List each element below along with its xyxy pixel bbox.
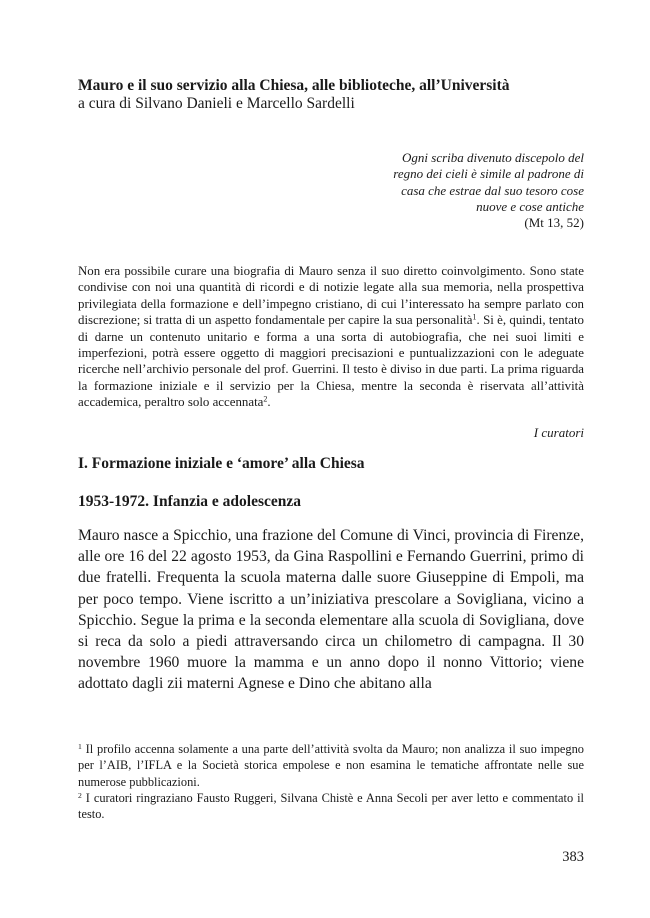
section-heading: I. Formazione iniziale e ‘amore’ alla Chiesa [78,455,365,472]
subsection-heading: 1953-1972. Infanzia e adolescenza [78,493,302,510]
page-number: 383 [562,849,584,865]
footnote-text: I curatori ringraziano Fausto Ruggeri, Silvana Chistè e Anna Secoli per aver letto e commentato il testo. [78,791,584,822]
footnote-1 [78,741,584,790]
body-text [78,525,584,695]
footnote-ref-1[interactable]: 1 [472,312,477,322]
footnote-2 [78,790,584,823]
intro-text: Non era possibile curare una biografia di Mauro senza il suo diretto coinvolgimento. Sono state condivise con noi una quantità di ricordi e di notizie legate alla sua memoria, nella prospettiva privilegiata della formazione e dell’impegno cristiano, di cui l’interessato ha sempre parlato con discrezione; si tratta di un aspetto fondamentale per capire la sua personalità [78,264,584,328]
article-editors: a cura di Silvano Danieli e Marcello Sardelli [78,95,355,112]
epigraph-line: nuove e cose antiche [476,198,584,214]
article-title: Mauro e il suo servizio alla Chiesa, alle biblioteche, all’Università [78,77,510,94]
epigraph [360,150,584,231]
epigraph-line: Ogni scriba divenuto discepolo del [402,150,584,165]
footnote-text: Il profilo accenna solamente a una parte dell’attività svolta da Mauro; non analizza il suo impegno per l’AIB, l’IFLA e la Società storica empolese e non esamina le tematiche affrontate nelle sue numerose pubblicazioni. [78,742,584,789]
epigraph-line: casa che estrae dal suo tesoro cose [401,182,584,198]
intro-signature: I curatori [533,425,584,440]
footnote-number: 1 [78,741,82,751]
body-paragraph: Mauro nasce a Spicchio, una frazione del Comune di Vinci, provincia di Firenze, alle ore 16 del 22 agosto 1953, da Gina Raspollini e Fernando Guerrini, primo di due fratelli. Frequenta la scuola materna dalle suore Giuseppine di Empoli, ma per poco tempo. Viene iscritto a un’iniziativa prescolare a Sovigliana, vicino a Spicchio. Segue la prima e la seconda elementare alla scuola di Sovigliana, dove si reca da solo a piedi attraversando circa un chilometro di campagna. Il 30 novembre 1960 muore la mamma e un anno dopo il nonno Vittorio; viene adottato dagli zii materni Agnese e Dino che abitano alla [78,527,584,693]
editors-introduction [78,263,584,411]
epigraph-line: regno dei cieli è simile al padrone di [393,166,584,182]
epigraph-citation: (Mt 13, 52) [524,215,584,231]
footnote-ref-2[interactable]: 2 [263,394,268,404]
intro-text: . Si è, quindi, tentato di darne un contenuto unitario e forma a una sorta di autobiografia, che nei suoi limiti e imperfezioni, potrà essere oggetto di maggiori precisazioni e puntualizzazioni con le adeguate ricerche nell’archivio personale del prof. Guerrini. Il testo è diviso in due parti. La prima riguarda la formazione iniziale e il servizio per la Chiesa, mentre la seconda è riservata all’attività accademica, peraltro solo accennata [78,313,584,410]
intro-paragraph [78,263,584,411]
footnote-number: 2 [78,790,82,800]
intro-text: . [267,395,271,410]
